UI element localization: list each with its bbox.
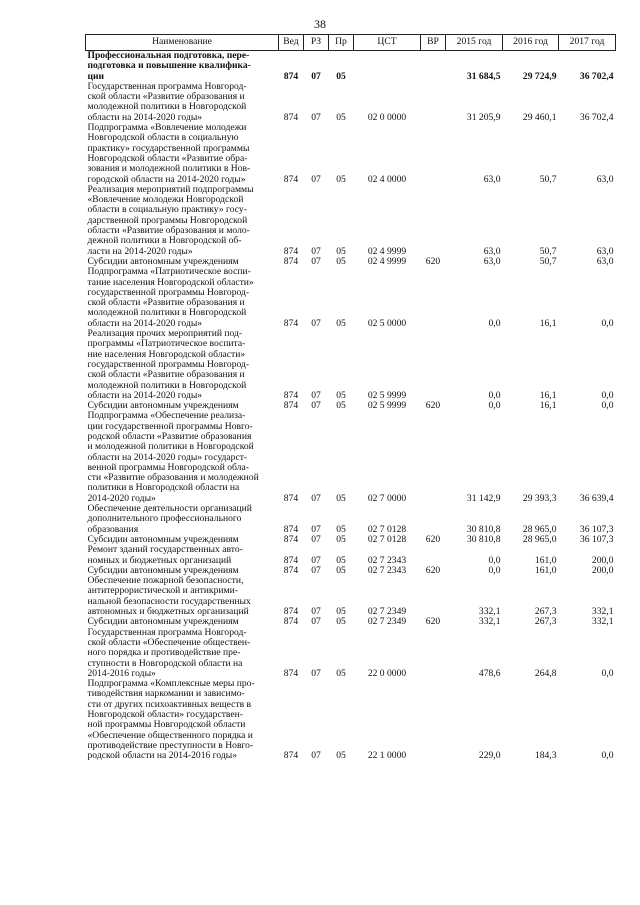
value-2016-cell: 50,7 — [539, 173, 557, 185]
pr-cell: 05 — [336, 255, 346, 267]
row-name-cell: Обеспечение деятельности организаций дополнительного профессионального образования — [87, 503, 252, 535]
ved-cell: 874 — [283, 400, 299, 412]
value-2016-cell: 184,3 — [534, 750, 557, 762]
ved-cell: 874 — [283, 255, 299, 267]
value-2017-cell: 36 702,4 — [579, 70, 614, 82]
rz-cell: 07 — [311, 533, 321, 545]
column-header-pr: Пр — [329, 35, 354, 51]
vr-cell — [421, 267, 446, 329]
ved-cell: 874 — [283, 111, 299, 123]
value-2016-cell: 16,1 — [539, 317, 557, 329]
value-2017-cell: 36 702,4 — [579, 111, 614, 123]
row-name-cell: Подпрограмма «Вовлечение молодежи Новгородской области в социальную практику» государственной программы Новгородской области «Развитие обра- зования и молодежной политики в Нов- городской области на 2014-2020 годы» — [87, 122, 251, 185]
table-body — [86, 51, 616, 762]
vr-cell — [421, 185, 446, 257]
value-2015-cell: 0,0 — [488, 389, 501, 401]
value-2015-cell: 31 684,5 — [466, 70, 501, 82]
value-2017-cell: 200,0 — [591, 564, 614, 576]
rz-cell: 07 — [311, 111, 321, 123]
vr-cell: 620 — [425, 255, 441, 267]
value-2015-cell: 478,6 — [478, 667, 501, 679]
column-header-cst: ЦСТ — [354, 35, 421, 51]
value-2015-cell: 229,0 — [478, 750, 501, 762]
value-2017-cell: 36 107,3 — [579, 533, 614, 545]
pr-cell: 05 — [336, 389, 346, 401]
value-2016-cell: 16,1 — [539, 400, 557, 412]
value-2017-cell: 332,1 — [591, 606, 614, 618]
ved-cell: 874 — [283, 523, 299, 535]
cst-cell: 02 7 0128 — [367, 533, 407, 545]
row-name-cell: Профессиональная подготовка, пере- подготовка и повышение квалифика- ции — [87, 50, 251, 82]
vr-cell — [421, 82, 446, 123]
vr-cell: 620 — [425, 533, 441, 545]
table-row — [86, 123, 616, 185]
row-name-cell: Подпрограмма «Комплексные меры про- тиводействия наркомании и зависимо- сти от других психоактивных веществ в Новгородской области» государствен- ной программы Новгородской области «Обеспечение общественного порядка и противодействие преступности в Новго- родской области на 2014-2016 годы» — [87, 678, 255, 762]
vr-cell — [421, 628, 446, 679]
value-2017-cell: 332,1 — [591, 616, 614, 628]
cst-cell: 02 4 9999 — [367, 245, 407, 257]
ved-cell: 874 — [283, 667, 299, 679]
ved-cell: 874 — [283, 317, 299, 329]
rz-cell: 07 — [311, 616, 321, 628]
value-2015-cell: 63,0 — [483, 255, 501, 267]
rz-cell: 07 — [311, 173, 321, 185]
row-name-cell: Субсидии автономным учреждениям — [87, 564, 239, 576]
value-2016-cell: 28 965,0 — [522, 523, 557, 535]
row-name-cell: Обеспечение пожарной безопасности, антитеррористической и антикрими- нальной безопасности государственных автономных и бюджетных организаций — [87, 575, 251, 618]
value-2016-cell: 29 724,9 — [522, 70, 557, 82]
pr-cell: 05 — [336, 173, 346, 185]
vr-cell — [421, 123, 446, 185]
value-2017-cell: 0,0 — [601, 667, 614, 679]
rz-cell: 07 — [311, 564, 321, 576]
column-header-2017: 2017 год — [559, 35, 616, 51]
value-2016-cell: 16,1 — [539, 389, 557, 401]
value-2015-cell: 0,0 — [488, 317, 501, 329]
cst-cell: 02 4 9999 — [367, 255, 407, 267]
pr-cell: 05 — [336, 245, 346, 257]
cst-cell: 02 7 0128 — [367, 523, 407, 535]
ved-cell: 874 — [283, 750, 299, 762]
rz-cell: 07 — [311, 389, 321, 401]
rz-cell: 07 — [311, 317, 321, 329]
value-2017-cell: 0,0 — [601, 750, 614, 762]
rz-cell: 07 — [311, 245, 321, 257]
ved-cell: 874 — [283, 616, 299, 628]
pr-cell: 05 — [336, 606, 346, 618]
vr-cell: 620 — [425, 564, 441, 576]
cst-cell — [354, 51, 421, 82]
pr-cell: 05 — [336, 667, 346, 679]
cst-cell: 02 7 2343 — [367, 564, 407, 576]
row-name-cell: Ремонт зданий государственных авто- номных и бюджетных организаций — [87, 544, 243, 566]
row-name-cell: Субсидии автономным учреждениям — [87, 255, 239, 267]
page-number: 38 — [314, 17, 326, 31]
row-name-cell: Субсидии автономным учреждениям — [87, 400, 239, 412]
vr-cell — [421, 545, 446, 566]
value-2016-cell: 29 393,3 — [522, 492, 557, 504]
cst-cell: 22 0 0000 — [367, 667, 407, 679]
table-row — [86, 329, 616, 401]
value-2016-cell: 264,8 — [534, 667, 557, 679]
cst-cell: 02 4 0000 — [367, 173, 407, 185]
rz-cell: 07 — [311, 606, 321, 618]
ved-cell: 874 — [283, 554, 299, 566]
table-row — [86, 411, 616, 504]
ved-cell: 874 — [283, 245, 299, 257]
value-2015-cell: 63,0 — [483, 173, 501, 185]
rz-cell: 07 — [311, 667, 321, 679]
value-2015-cell: 0,0 — [488, 554, 501, 566]
value-2016-cell: 50,7 — [539, 255, 557, 267]
ved-cell: 874 — [283, 173, 299, 185]
column-header-2015: 2015 год — [446, 35, 503, 51]
value-2017-cell: 63,0 — [596, 255, 614, 267]
ved-cell: 874 — [283, 492, 299, 504]
table-header-row — [86, 35, 616, 51]
value-2016-cell: 267,3 — [534, 616, 557, 628]
value-2017-cell: 0,0 — [601, 389, 614, 401]
column-header-vr: ВР — [421, 35, 446, 51]
table-row — [86, 679, 616, 761]
pr-cell: 05 — [336, 400, 346, 412]
vr-cell: 620 — [425, 616, 441, 628]
value-2017-cell: 36 639,4 — [579, 492, 614, 504]
row-name-cell: Подпрограмма «Патриотическое воспи- тание населения Новгородской области» государственной программы Новгород- ской области «Развитие образования и молодежной политики в Новгородской области на 2014-2020 годы» — [87, 266, 254, 329]
rz-cell: 07 — [311, 255, 321, 267]
table-row — [86, 185, 616, 257]
value-2015-cell: 63,0 — [483, 245, 501, 257]
vr-cell: 620 — [425, 400, 441, 412]
value-2017-cell: 63,0 — [596, 173, 614, 185]
cst-cell: 02 5 0000 — [367, 317, 407, 329]
value-2015-cell: 332,1 — [478, 616, 501, 628]
value-2015-cell: 30 810,8 — [466, 523, 501, 535]
vr-cell — [421, 329, 446, 401]
pr-cell: 05 — [336, 554, 346, 566]
table-row — [86, 267, 616, 329]
vr-cell — [421, 411, 446, 504]
value-2017-cell: 0,0 — [601, 317, 614, 329]
rz-cell: 07 — [311, 70, 321, 82]
table-row — [86, 504, 616, 535]
cst-cell: 02 7 2349 — [367, 606, 407, 618]
rz-cell: 07 — [311, 400, 321, 412]
ved-cell: 874 — [283, 389, 299, 401]
value-2015-cell: 31 205,9 — [466, 111, 501, 123]
value-2016-cell: 50,7 — [539, 245, 557, 257]
table-row — [86, 576, 616, 617]
value-2016-cell: 29 460,1 — [522, 111, 557, 123]
value-2016-cell: 267,3 — [534, 606, 557, 618]
table-row — [86, 628, 616, 679]
rz-cell: 07 — [311, 554, 321, 566]
ved-cell: 874 — [283, 564, 299, 576]
rz-cell: 07 — [311, 750, 321, 762]
table-row — [86, 545, 616, 566]
row-name-cell: Подпрограмма «Обеспечение реализа- ции государственной программы Новго- родской области «Развитие образования и молодежной политики в Новгородской области на 2014-2020 годы» государст- венной программы Новгородской обла- сти «Развитие образования и молодежной политики в Новгородской области на 2014-2020 годы» — [87, 410, 259, 504]
value-2017-cell: 200,0 — [591, 554, 614, 566]
table-row — [86, 82, 616, 123]
row-name-cell: Государственная программа Новгород- ской области «Развитие образования и молодежной политики в Новгородской области на 2014-2020 годы» — [87, 80, 247, 123]
pr-cell: 05 — [336, 317, 346, 329]
pr-cell: 05 — [336, 492, 346, 504]
column-header-ved: Вед — [279, 35, 304, 51]
value-2015-cell: 31 142,9 — [466, 492, 501, 504]
value-2017-cell: 63,0 — [596, 245, 614, 257]
cst-cell: 02 5 9999 — [367, 400, 407, 412]
cst-cell: 22 1 0000 — [367, 750, 407, 762]
value-2017-cell: 0,0 — [601, 400, 614, 412]
rz-cell: 07 — [311, 523, 321, 535]
pr-cell: 05 — [336, 523, 346, 535]
value-2015-cell: 30 810,8 — [466, 533, 501, 545]
cst-cell: 02 5 9999 — [367, 389, 407, 401]
row-name-cell: Реализация мероприятий подпрограммы «Вовлечение молодежи Новгородской области в социальную практику» госу- дарственной программы Новгородской области «Развитие образования и моло- дежной политики в Новгородской об- ласти на 2014-2020 годы» — [87, 183, 254, 257]
pr-cell: 05 — [336, 750, 346, 762]
cst-cell: 02 7 0000 — [367, 492, 407, 504]
pr-cell: 05 — [336, 616, 346, 628]
ved-cell: 874 — [283, 533, 299, 545]
column-header-rz: РЗ — [304, 35, 329, 51]
value-2015-cell: 332,1 — [478, 606, 501, 618]
row-name-cell: Государственная программа Новгород- ской области «Обеспечение обществен- ного порядка и противодействие пре- ступности в Новгородской области на 2014-2016 годы» — [87, 626, 251, 679]
value-2015-cell: 0,0 — [488, 400, 501, 412]
row-name-cell: Субсидии автономным учреждениям — [87, 616, 239, 628]
ved-cell: 874 — [283, 70, 299, 82]
value-2016-cell: 161,0 — [534, 564, 557, 576]
budget-table — [85, 34, 616, 761]
vr-cell — [421, 576, 446, 617]
value-2016-cell: 161,0 — [534, 554, 557, 566]
pr-cell: 05 — [336, 533, 346, 545]
vr-cell — [421, 51, 446, 82]
value-2017-cell: 36 107,3 — [579, 523, 614, 535]
row-name-cell: Субсидии автономным учреждениям — [87, 533, 239, 545]
rz-cell: 07 — [311, 492, 321, 504]
column-header-2016: 2016 год — [503, 35, 559, 51]
value-2015-cell: 0,0 — [488, 564, 501, 576]
value-2016-cell: 28 965,0 — [522, 533, 557, 545]
cst-cell: 02 7 2343 — [367, 554, 407, 566]
ved-cell: 874 — [283, 606, 299, 618]
cst-cell: 02 0 0000 — [367, 111, 407, 123]
column-header-name: Наименование — [86, 35, 279, 51]
vr-cell — [421, 679, 446, 761]
cst-cell: 02 7 2349 — [367, 616, 407, 628]
pr-cell: 05 — [336, 564, 346, 576]
vr-cell — [421, 504, 446, 535]
pr-cell: 05 — [336, 70, 346, 82]
table-row — [86, 51, 616, 82]
row-name-cell: Реализация прочих мероприятий под- программы «Патриотическое воспита- ние населения Новгородской области» государственной программы Новгород- ской области «Развитие образования и молодежной политики в Новгородской области на 2014-2020 годы» — [87, 328, 250, 401]
pr-cell: 05 — [336, 111, 346, 123]
